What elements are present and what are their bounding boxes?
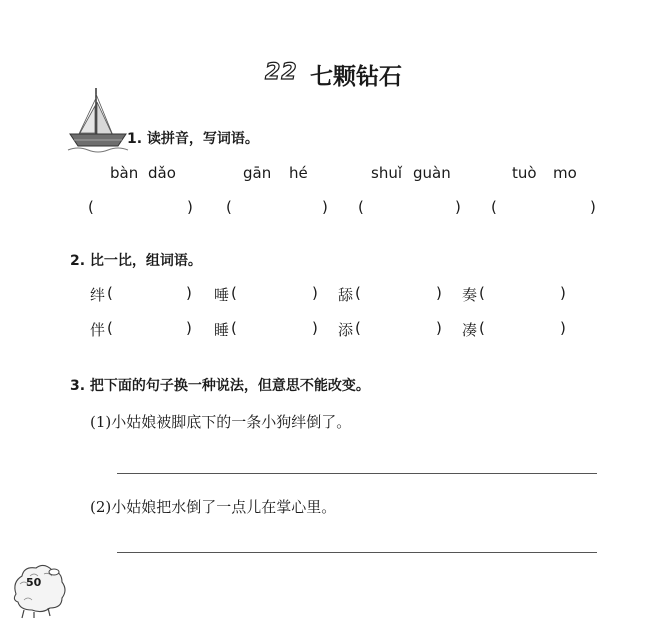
answer-blank-open: (	[491, 198, 497, 216]
paren-open: (	[355, 284, 361, 302]
answer-blank-open: (	[88, 198, 94, 216]
paren-open: (	[107, 319, 113, 337]
answer-blank-close: )	[455, 198, 461, 216]
exercise-char: 伴	[90, 321, 106, 339]
answer-blank-close: )	[187, 198, 193, 216]
pinyin-5: shuǐ	[371, 164, 402, 182]
paren-close: )	[186, 319, 192, 337]
exercise-char: 添	[338, 321, 354, 339]
q3-item-2: (2)小姑娘把水倒了一点儿在掌心里。	[90, 498, 337, 516]
lamb-icon	[10, 560, 70, 620]
q1-heading: 1. 读拼音，写词语。	[127, 131, 259, 147]
pinyin-1: bàn	[110, 164, 139, 182]
paren-close: )	[186, 284, 192, 302]
paren-close: )	[312, 319, 318, 337]
pinyin-4: hé	[289, 164, 308, 182]
answer-blank-open: (	[226, 198, 232, 216]
paren-open: (	[479, 319, 485, 337]
paren-open: (	[355, 319, 361, 337]
paren-close: )	[312, 284, 318, 302]
pinyin-7: tuò	[512, 164, 537, 182]
paren-open: (	[231, 284, 237, 302]
lesson-number: 22	[265, 60, 298, 85]
paren-close: )	[560, 284, 566, 302]
exercise-char: 绊	[90, 286, 106, 304]
exercise-char: 唾	[214, 286, 230, 304]
paren-open: (	[479, 284, 485, 302]
pinyin-6: guàn	[413, 164, 451, 182]
answer-blank-close: )	[590, 198, 596, 216]
answer-line	[117, 473, 597, 474]
sailboat-icon	[68, 88, 128, 158]
answer-line	[117, 552, 597, 553]
q3-heading: 3. 把下面的句子换一种说法，但意思不能改变。	[70, 378, 370, 394]
pinyin-2: dǎo	[148, 164, 176, 182]
paren-close: )	[560, 319, 566, 337]
lesson-title: 七颗钻石	[310, 64, 402, 90]
q3-item-1: (1)小姑娘被脚底下的一条小狗绊倒了。	[90, 413, 352, 431]
q2-heading: 2. 比一比，组词语。	[70, 253, 202, 269]
exercise-char: 睡	[214, 321, 230, 339]
paren-open: (	[107, 284, 113, 302]
answer-blank-open: (	[358, 198, 364, 216]
page-number: 50	[26, 576, 42, 589]
exercise-char: 奏	[462, 286, 478, 304]
paren-open: (	[231, 319, 237, 337]
answer-blank-close: )	[322, 198, 328, 216]
pinyin-3: gān	[243, 164, 272, 182]
exercise-char: 凑	[462, 321, 478, 339]
exercise-char: 舔	[338, 286, 354, 304]
pinyin-8: mo	[553, 164, 577, 182]
paren-close: )	[436, 284, 442, 302]
paren-close: )	[436, 319, 442, 337]
